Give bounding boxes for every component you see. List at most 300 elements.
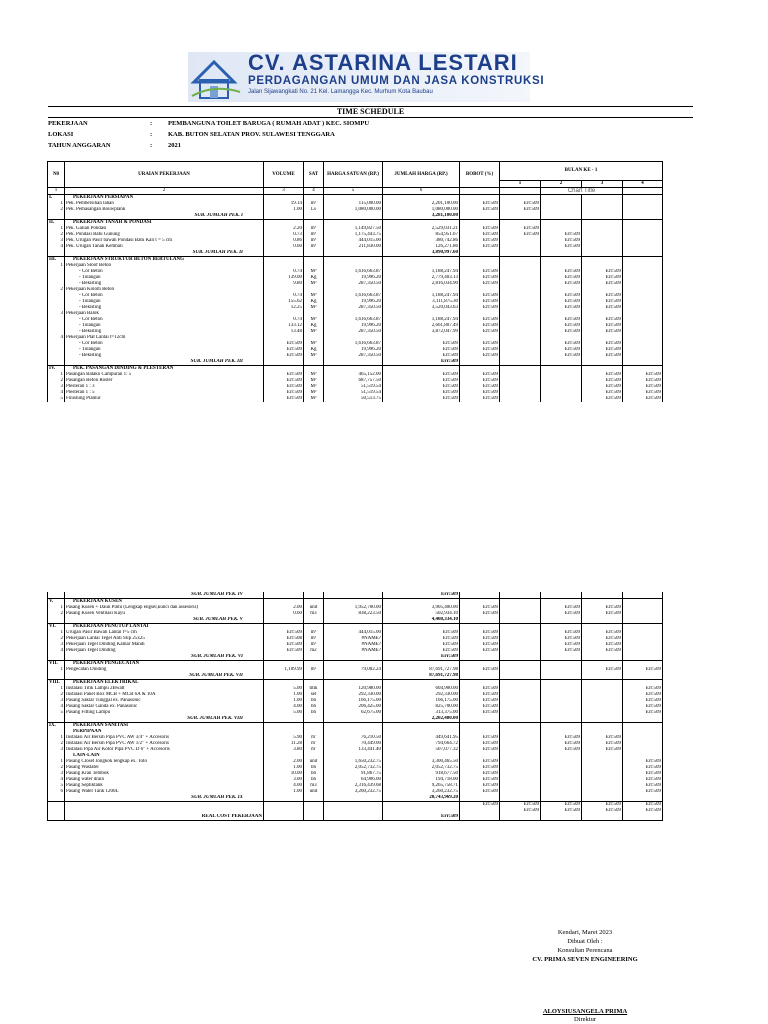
- cell-week-2: Err:509: [541, 735, 582, 741]
- cell-week-3: Err:509: [582, 299, 623, 305]
- cell-uraian: PEKERJAAN PENUTUP LANTAI: [65, 624, 264, 631]
- cell-uraian: PEKERJAAN KUSEN: [65, 599, 264, 606]
- cell-harga: 1,616,663.87: [324, 269, 383, 275]
- cell-sat: M²: [304, 281, 324, 287]
- cell-week-3: Err:509: [582, 802, 623, 809]
- cell-uraian: Pasang Fitting Lampu: [65, 710, 264, 716]
- cell-uraian: Instalasi Pipa Air Kotor Pipa PVC D 6" + Accesoris: [65, 747, 264, 753]
- cell-harga: 51,519.54: [324, 384, 383, 390]
- cell-uraian: LAIN-LAIN: [65, 753, 264, 759]
- cell-uraian: SUB. JUMLAH PEK. VI: [65, 654, 264, 661]
- cell-uraian: PERPIPAAN: [65, 729, 264, 735]
- cell-jumlah: 3,260,232.75: [383, 789, 460, 795]
- cell-volume: 3.80: [264, 747, 304, 753]
- cell-sat: set: [304, 692, 324, 698]
- cell-harga: 287,350.50: [324, 305, 383, 311]
- cell-volume: 1.00: [264, 698, 304, 704]
- cell-harga: 287,350.50: [324, 281, 383, 287]
- cell-volume: Err:509: [264, 341, 304, 347]
- cell-bobot: Err:509: [460, 232, 500, 238]
- cell-uraian: Pek. Urugan Tanah Kembali: [65, 244, 264, 250]
- cell-sat: m³: [304, 238, 324, 244]
- cell-week-2: Err:509: [541, 299, 582, 305]
- cell-jumlah: 2,529,031.21: [383, 226, 460, 232]
- cell-uraian: Urugan Pasir Bawah Lantai t=5 cm: [65, 630, 264, 636]
- cell-uraian: - Tulangan: [65, 299, 264, 305]
- cell-sat: M²: [304, 396, 324, 402]
- cell-sat: M²: [304, 372, 324, 378]
- cell-uraian: - Cor Beton: [65, 317, 264, 323]
- cell-bobot: Err:509: [460, 765, 500, 771]
- cell-uraian: Pek. Pembersihan lahan: [65, 201, 264, 207]
- made-by: Dibuat Oleh :: [567, 938, 603, 945]
- cell-no: V.: [48, 599, 65, 606]
- col-header-uraian: URAIAN PEKERJAAN: [65, 162, 264, 188]
- cell-uraian: Pasang Kusen Ventilasi Kayu: [65, 611, 264, 617]
- info-value-lokasi: KAB. BUTON SELATAN PROV. SULAWESI TENGGARA: [168, 131, 335, 138]
- cell-uraian: - Bekisting: [65, 281, 264, 287]
- cell-week-3: Err:509: [582, 648, 623, 654]
- cell-bobot: Err:509: [460, 698, 500, 704]
- cell-sat: m': [304, 741, 324, 747]
- cell-harga: 1,616,663.87: [324, 293, 383, 299]
- cell-no: VIII.: [48, 680, 65, 687]
- cell-no: 4: [48, 335, 65, 341]
- cell-week-3: Err:509: [582, 353, 623, 359]
- cell-sat: m³: [304, 226, 324, 232]
- cell-uraian: Pekerjaan Plat Lantai t=12cm: [65, 335, 264, 341]
- cell-week-2: Err:509: [541, 347, 582, 353]
- cell-uraian: Pasangan Beton Roster: [65, 378, 264, 384]
- cell-sat: Ls: [304, 207, 324, 213]
- cell-no: 1: [48, 226, 65, 232]
- cell-uraian: Plesteran 1 : 3: [65, 384, 264, 390]
- cell-bobot: Err:509: [460, 741, 500, 747]
- cell-jumlah: 918,677.50: [383, 771, 460, 777]
- cell-no: 5: [48, 710, 65, 716]
- cell-jumlah: 3,111,875.30: [383, 299, 460, 305]
- cell-week-3: Err:509: [582, 329, 623, 335]
- cell-jumlah: Err:509: [383, 353, 460, 359]
- cell-sat: m³: [304, 244, 324, 250]
- cell-sat: Kg: [304, 275, 324, 281]
- cell-jumlah: 854,951.67: [383, 232, 460, 238]
- cell-harga: 19,996.20: [324, 323, 383, 329]
- cell-week-2: Err:509: [541, 232, 582, 238]
- cell-jumlah: Err:509: [383, 630, 460, 636]
- cell-no: 6: [48, 789, 65, 795]
- col-number: 1: [48, 188, 65, 195]
- cell-no: 1: [48, 201, 65, 207]
- cell-bobot: Err:509: [460, 317, 500, 323]
- cell-bobot: Err:509: [460, 396, 500, 402]
- cell-bobot: Err:509: [460, 783, 500, 789]
- cell-volume: 1.00: [264, 207, 304, 213]
- cell-jumlah: 3,300,465.50: [383, 759, 460, 765]
- cell-week-4: Err:509: [623, 759, 663, 765]
- cell-volume: 0.60: [264, 244, 304, 250]
- cell-harga: 1,650,232.75: [324, 759, 383, 765]
- cell-week-1: Err:509: [500, 232, 541, 238]
- cell-bobot: Err:509: [460, 630, 500, 636]
- cell-week-2: Err:509: [541, 323, 582, 329]
- cell-volume: 4.00: [264, 783, 304, 789]
- cell-volume: Err:509: [264, 347, 304, 353]
- cell-week-2: Err:509: [541, 802, 582, 809]
- cell-bobot: Err:509: [460, 648, 500, 654]
- cell-jumlah: Err:509: [383, 341, 460, 347]
- cell-sat: bh: [304, 777, 324, 783]
- cell-no: IV.: [48, 366, 65, 373]
- cell-sat: [304, 814, 324, 821]
- cell-volume: Err:509: [264, 353, 304, 359]
- cell-jumlah: 2,202,480.00: [383, 716, 460, 723]
- cell-harga: 2,052,732.75: [324, 765, 383, 771]
- cell-bobot: Err:509: [460, 735, 500, 741]
- cell-uraian: SUB. JUMLAH PEK. VII: [65, 673, 264, 680]
- cell-bobot: Err:509: [460, 207, 500, 213]
- company-address: Jalan Sijawangkati No. 21 Kel. Lamangga Kec. Murhum Kota Baubau: [248, 89, 433, 95]
- cell-week-3: Err:509: [582, 605, 623, 611]
- cell-week-2: Err:509: [541, 648, 582, 654]
- cell-bobot: Err:509: [460, 305, 500, 311]
- cell-bobot: Err:509: [460, 384, 500, 390]
- signature-block: [500, 928, 670, 964]
- cell-volume: 12.25: [264, 305, 304, 311]
- cell-volume: 0.74: [264, 269, 304, 275]
- cell-uraian: PEKERJAAN PENGECATAN: [65, 661, 264, 668]
- cell-volume: 2.00: [264, 605, 304, 611]
- cell-week-2: Err:509: [541, 636, 582, 642]
- cell-uraian: Pasang Saklar Ganda ex. Panasonic: [65, 704, 264, 710]
- cell-uraian: Pasang Septiktank: [65, 783, 264, 789]
- cell-sat: Kg: [304, 323, 324, 329]
- cell-sat: m3: [304, 783, 324, 789]
- cell-harga: 1,616,663.87: [324, 317, 383, 323]
- cell-jumlah: Err:509: [383, 636, 460, 642]
- cell-no: [48, 814, 65, 821]
- cell-week-4: Err:509: [623, 692, 663, 698]
- cell-jumlah: 2,816,034.90: [383, 281, 460, 287]
- cell-uraian: Pek. Galian Pondasi: [65, 226, 264, 232]
- cell-bobot: Err:509: [460, 281, 500, 287]
- cell-uraian: Pasang Kusen + Daun Pintu (Lengkap engsel,kunci dan assesoris): [65, 605, 264, 611]
- col-number: 4: [304, 188, 324, 195]
- cell-harga: [324, 814, 383, 821]
- cell-week-1: Err:509: [500, 207, 541, 213]
- cell-no: 1: [48, 667, 65, 673]
- cell-bobot: [460, 814, 500, 821]
- cell-uraian: Pekerjaan Sloof Beton: [65, 263, 264, 269]
- col-header-week: 4: [623, 181, 663, 188]
- cell-jumlah: Err:509: [383, 384, 460, 390]
- cell-sat: M³: [304, 341, 324, 347]
- cell-bobot: Err:509: [460, 605, 500, 611]
- cell-jumlah: 3,281,100.00: [383, 213, 460, 220]
- chart-title: Chart Title: [541, 188, 623, 195]
- cell-harga: 70,449.00: [324, 741, 383, 747]
- cell-harga: 287,350.50: [324, 353, 383, 359]
- cell-sat: M²: [304, 384, 324, 390]
- cell-volume: Err:509: [264, 396, 304, 402]
- cell-sat: m²: [304, 667, 324, 673]
- cell-no: 4: [48, 244, 65, 250]
- cell-no: 4: [48, 777, 65, 783]
- cell-no: 1: [48, 372, 65, 378]
- cell-bobot: Err:509: [460, 201, 500, 207]
- col-header-bulan: BULAN KE - 1: [500, 162, 663, 181]
- cell-uraian: Pek. Pemasangan Bouwplank: [65, 207, 264, 213]
- cell-week-1: Err:509: [500, 802, 541, 809]
- cell-week-3: Err:509: [582, 747, 623, 753]
- cell-bobot: Err:509: [460, 777, 500, 783]
- cell-volume: 5.00: [264, 710, 304, 716]
- cell-volume: 1.00: [264, 789, 304, 795]
- cell-sat: m³: [304, 630, 324, 636]
- cell-harga: 76,210.50: [324, 735, 383, 741]
- col-header-no: N0: [48, 162, 65, 188]
- cell-harga: 51,519.54: [324, 390, 383, 396]
- cell-no: VII.: [48, 661, 65, 668]
- cell-sat: M²: [304, 378, 324, 384]
- cell-uraian: SUB. JUMLAH PEK. IV: [65, 592, 264, 599]
- cell-no: 3: [48, 238, 65, 244]
- cell-uraian: Instalasi Titik Lampu 2Bwatt: [65, 686, 264, 692]
- cell-jumlah: 502,934.10: [383, 611, 460, 617]
- cell-jumlah: Err:509: [383, 347, 460, 353]
- cell-week-2: Err:509: [541, 317, 582, 323]
- cell-uraian: Instalasi Air Bersih Pipa PVC AW 3/4" + Accesoris: [65, 735, 264, 741]
- cell-volume: Err:509: [264, 390, 304, 396]
- cell-harga: 50,513.75: [324, 396, 383, 402]
- cell-week-3: Err:509: [582, 341, 623, 347]
- cell-jumlah: 794,664.72: [383, 741, 460, 747]
- cell-week-3: Err:509: [582, 642, 623, 648]
- cell-bobot: Err:509: [460, 299, 500, 305]
- cell-no: I.: [48, 195, 65, 202]
- cell-week-3: Err:509: [582, 323, 623, 329]
- cell-no: 2: [48, 636, 65, 642]
- cell-jumlah: Err:509: [383, 592, 460, 599]
- cell-jumlah: 3,872,047.99: [383, 329, 460, 335]
- info-label-tahun: TAHUN ANGGARAN: [48, 142, 111, 149]
- cell-week-3: [582, 814, 623, 821]
- cell-volume: 0.74: [264, 293, 304, 299]
- cell-bobot: Err:509: [460, 710, 500, 716]
- cell-bobot: Err:509: [460, 293, 500, 299]
- cell-volume: 13.48: [264, 329, 304, 335]
- cell-sat: M³: [304, 293, 324, 299]
- document-title: TIME SCHEDULE: [48, 106, 693, 118]
- cell-uraian: SUB. JUMLAH PEK. V: [65, 617, 264, 624]
- cell-uraian: Instalasi Air Bersih Pipa PVC AW 1/2" + Accesoris: [65, 741, 264, 747]
- cell-harga: 206,425.00: [324, 704, 383, 710]
- cell-uraian: Pek. Pondasi Batu Gunung: [65, 232, 264, 238]
- cell-week-4: Err:509: [623, 771, 663, 777]
- cell-uraian: - Cor Beton: [65, 293, 264, 299]
- cell-sat: Kg: [304, 347, 324, 353]
- cell-sat: m3: [304, 611, 324, 617]
- cell-volume: 1.00: [264, 692, 304, 698]
- cell-bobot: Err:509: [460, 636, 500, 642]
- cell-harga: 1,616,663.87: [324, 341, 383, 347]
- cell-volume: 0.86: [264, 238, 304, 244]
- cell-harga: 3,260,232.75: [324, 789, 383, 795]
- cell-no: III.: [48, 257, 65, 264]
- cell-no: 3: [48, 642, 65, 648]
- cell-bobot: Err:509: [460, 692, 500, 698]
- cell-uraian: PEKERJAAN ELEKTRIKAL: [65, 680, 264, 687]
- table-row: [48, 396, 663, 402]
- cell-no: 5: [48, 783, 65, 789]
- col-header-week: 2: [541, 181, 582, 188]
- cell-week-3: Err:509: [582, 630, 623, 636]
- cell-week-2: Err:509: [541, 293, 582, 299]
- cell-harga: #NAME?: [324, 636, 383, 642]
- cell-no: 3: [48, 747, 65, 753]
- cell-week-3: Err:509: [582, 384, 623, 390]
- cell-week-2: Err:509: [541, 238, 582, 244]
- total-row: [48, 814, 663, 821]
- cell-sat: m2: [304, 648, 324, 654]
- cell-uraian: Pasang Closet Jongkok lengkap ex. Toto: [65, 759, 264, 765]
- cell-sat: M²: [304, 390, 324, 396]
- table-body-part-1: [48, 195, 663, 403]
- signer-title: Direktur: [573, 1016, 597, 1023]
- cell-no: 4: [48, 390, 65, 396]
- cell-uraian: Pekerjaan Tegel Dinding: [65, 648, 264, 654]
- cell-volume: 19.14: [264, 201, 304, 207]
- cell-week-2: Err:509: [541, 305, 582, 311]
- cell-jumlah: 292,330.00: [383, 692, 460, 698]
- cell-volume: Err:509: [264, 642, 304, 648]
- cell-jumlah: 166,175.00: [383, 698, 460, 704]
- cell-volume: 5.90: [264, 735, 304, 741]
- cell-jumlah: 126,271.86: [383, 244, 460, 250]
- cell-sat: bh: [304, 710, 324, 716]
- cell-jumlah: 3,890,997.60: [383, 250, 460, 257]
- cell-week-4: Err:509: [623, 789, 663, 795]
- cell-week-1: Err:509: [500, 226, 541, 232]
- cell-volume: Err:509: [264, 630, 304, 636]
- cell-harga: 166,175.00: [324, 698, 383, 704]
- cell-volume: 0.73: [264, 232, 304, 238]
- cell-uraian: Pasang water drain: [65, 777, 264, 783]
- col-number: 3: [264, 188, 304, 195]
- cell-jumlah: Err:509: [383, 372, 460, 378]
- cell-jumlah: Err:509: [383, 359, 460, 366]
- cell-volume: 1.00: [264, 765, 304, 771]
- cell-bobot: Err:509: [460, 759, 500, 765]
- cell-sat: titik: [304, 686, 324, 692]
- cell-harga: 79,002.24: [324, 667, 383, 673]
- cell-jumlah: Err:509: [383, 642, 460, 648]
- cell-jumlah: 3,520,043.63: [383, 305, 460, 311]
- cell-jumlah: 1,080,000.00: [383, 207, 460, 213]
- cell-uraian: REAL COST PEKERJAAN: [65, 814, 264, 821]
- cell-uraian: - Bekisting: [65, 353, 264, 359]
- cell-uraian: Instalasi Panel Box MCB + MCB 6A & 10A: [65, 692, 264, 698]
- cell-no: 4: [48, 704, 65, 710]
- cell-no: 3: [48, 698, 65, 704]
- cell-uraian: Pekerjaan Tegel Dinding Kamar Mandi: [65, 642, 264, 648]
- cell-no: 2: [48, 287, 65, 293]
- cell-uraian: PEK. PASANGAN DINDING & PLESTERAN: [65, 366, 264, 373]
- cell-harga: 91,867.75: [324, 771, 383, 777]
- cell-no: 1: [48, 686, 65, 692]
- cell-bobot: Err:509: [460, 802, 500, 809]
- cell-week-4: Err:509: [623, 808, 663, 814]
- cell-week-2: [541, 814, 582, 821]
- cell-sat: M³: [304, 269, 324, 275]
- cell-week-3: Err:509: [582, 347, 623, 353]
- cell-jumlah: 313,375.00: [383, 710, 460, 716]
- cell-sat: unit: [304, 759, 324, 765]
- cell-uraian: - Cor Beton: [65, 341, 264, 347]
- cell-no: 3: [48, 771, 65, 777]
- cell-no: II.: [48, 220, 65, 227]
- cell-sat: Kg: [304, 299, 324, 305]
- cell-harga: 292,330.00: [324, 692, 383, 698]
- cell-jumlah: Err:509: [383, 390, 460, 396]
- cell-harga: #NAME?: [324, 642, 383, 648]
- cell-harga: 444,015.00: [324, 238, 383, 244]
- cell-week-2: Err:509: [541, 281, 582, 287]
- cell-jumlah: 449,641.95: [383, 735, 460, 741]
- schedule-table-continued: [47, 592, 663, 821]
- firm-name: CV. PRIMA SEVEN ENGINEERING: [532, 956, 638, 963]
- cell-uraian: SUB. JUMLAH PEK. III: [65, 359, 264, 366]
- cell-harga: 133,441.40: [324, 747, 383, 753]
- cell-no: 2: [48, 232, 65, 238]
- cell-volume: Err:509: [264, 372, 304, 378]
- cell-bobot: Err:509: [460, 347, 500, 353]
- cell-bobot: Err:509: [460, 686, 500, 692]
- cell-week-2: Err:509: [541, 611, 582, 617]
- cell-harga: 287,350.50: [324, 329, 383, 335]
- cell-week-1: Err:509: [500, 201, 541, 207]
- cell-bobot: Err:509: [460, 747, 500, 753]
- company-name: CV. ASTARINA LESTARI: [248, 50, 518, 75]
- cell-sat: bh: [304, 765, 324, 771]
- cell-week-3: Err:509: [582, 275, 623, 281]
- cell-harga: 1,175,443.75: [324, 232, 383, 238]
- cell-sat: m²: [304, 636, 324, 642]
- cell-week-2: Err:509: [541, 747, 582, 753]
- col-number: 6: [383, 188, 460, 195]
- cell-volume: 5.00: [264, 686, 304, 692]
- cell-week-2: Err:509: [541, 741, 582, 747]
- cell-no: 1: [48, 605, 65, 611]
- cell-week-4: Err:509: [623, 765, 663, 771]
- info-sep: :: [150, 120, 153, 127]
- cell-sat: unit: [304, 789, 324, 795]
- cell-sat: m³: [304, 232, 324, 238]
- cell-no: 1: [48, 263, 65, 269]
- cell-jumlah: Err:509: [383, 378, 460, 384]
- cell-volume: 10.00: [264, 771, 304, 777]
- cell-harga: 120,980.00: [324, 686, 383, 692]
- cell-week-1: [500, 814, 541, 821]
- cell-volume: Err:509: [264, 378, 304, 384]
- cell-week-4: Err:509: [623, 777, 663, 783]
- col-header-bobot: BOBOT (%): [460, 162, 500, 188]
- cell-week-3: Err:509: [582, 293, 623, 299]
- cell-harga: 1,080,000.00: [324, 207, 383, 213]
- cell-harga: 19,996.20: [324, 347, 383, 353]
- cell-sat: bh: [304, 771, 324, 777]
- cell-harga: 62,675.00: [324, 710, 383, 716]
